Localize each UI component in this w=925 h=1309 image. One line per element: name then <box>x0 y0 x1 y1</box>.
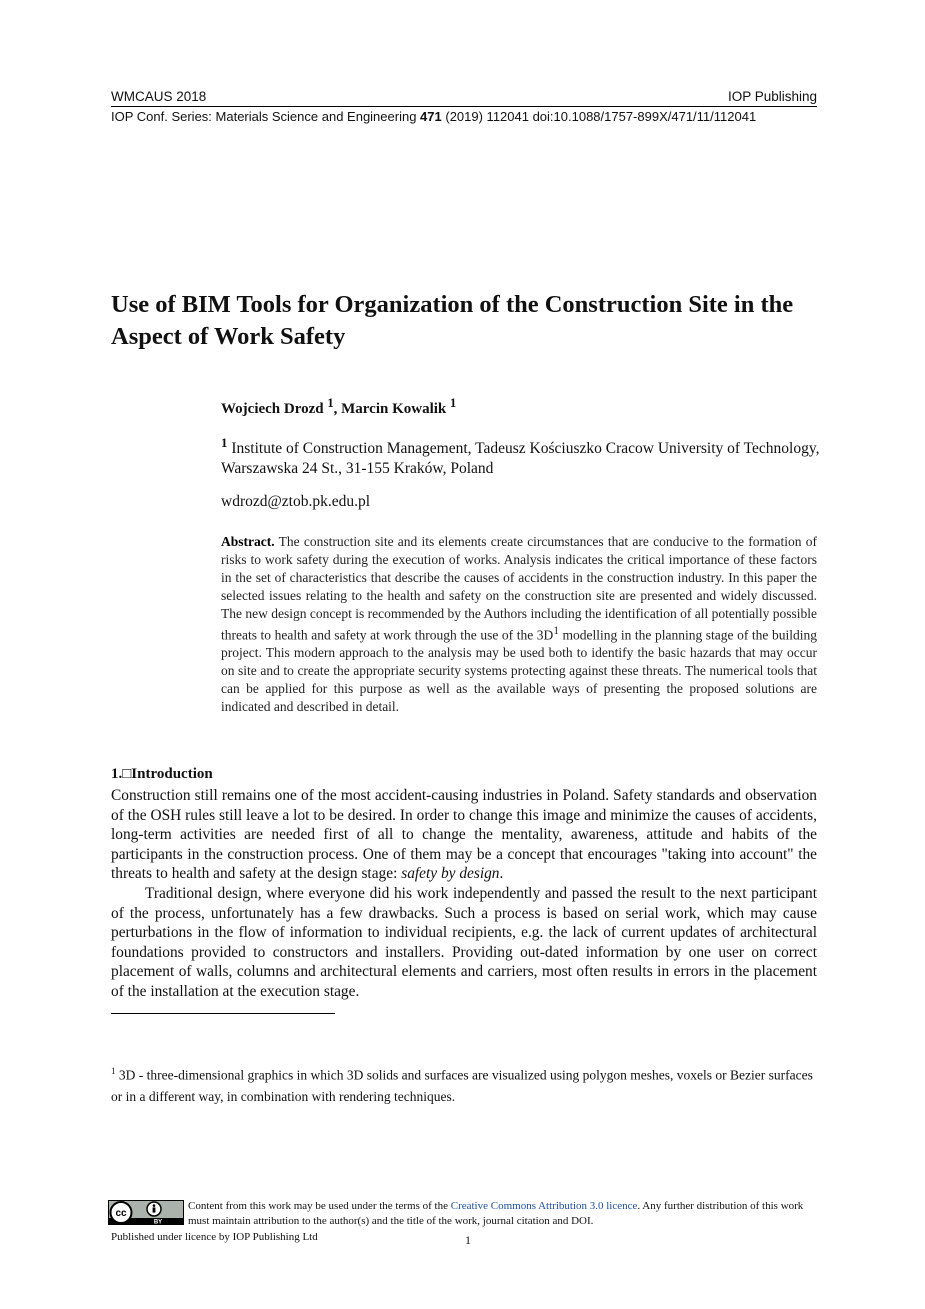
abstract-label: Abstract. <box>221 534 275 549</box>
footnote-divider <box>111 1013 335 1014</box>
author-2: Marcin Kowalik <box>341 401 451 417</box>
published-under-licence: Published under licence by IOP Publishing Ltd <box>111 1231 318 1243</box>
conference-name: WMCAUS 2018 <box>111 89 207 104</box>
author-1-affiliation-marker: 1 <box>327 396 334 410</box>
series-prefix: IOP Conf. Series: Materials Science and Engineering <box>111 109 421 124</box>
svg-text:cc: cc <box>115 1208 127 1219</box>
license-text-after: . Any further distribution of this work must maintain attribution to the author(s) and the title of the work, journal citation and DOI. <box>188 1200 804 1227</box>
author-1: Wojciech Drozd <box>221 401 328 417</box>
cc-by-license-icon[interactable] <box>108 1200 184 1225</box>
footnote-label: 3D - <box>115 1067 147 1083</box>
paragraph-2: Traditional design, where everyone did his work independently and passed the result to the next participant of the process, unfortunately has a few drawbacks. Such a process is based on serial work, which may cause perturbations in the flow of information to individual recipients, e.g. the lack of current updates of architectural foundations provided to constructors and installers. Providing out-dated information by one user on correct placement of walls, columns and architectural elements and carriers, most often results in errors in the placement of the installation at the execution stage. <box>111 884 817 1000</box>
cc-badge-text: BY <box>153 1219 163 1225</box>
abstract-text-2: modelling in the planning stage of the building project. This modern approach to the analysis may be used both to identify the basic hazards that may occur on site and to create the appropriate security systems protecting against these threats. The numerical tools that can be applied for this purpose as well as the available ways of presenting the proposed solutions are indicated and described in detail. <box>221 627 817 714</box>
license-link[interactable]: Creative Commons Attribution 3.0 licence <box>450 1200 638 1212</box>
volume-number: 471 <box>420 109 442 124</box>
series-suffix: (2019) 112041 doi:10.1088/1757-899X/471/11/112041 <box>441 109 757 124</box>
running-header <box>111 88 817 107</box>
introduction-body <box>111 786 817 1002</box>
affiliation <box>221 433 821 479</box>
abstract <box>221 533 817 716</box>
affiliation-marker: 1 <box>221 435 228 450</box>
paragraph-1 <box>111 786 817 884</box>
paragraph-1-emphasis: safety by design <box>401 865 500 883</box>
paragraph-1-text: Construction still remains one of the most accident-causing industries in Poland. Safety standards and observation of the OSH rules still leave a lot to be desired. In order to change this image and minimize the causes of accidents, long-term activities are needed first of all to change the mentality, awareness, attitude and habits of the participants in the construction process. One of them may be a concept that encourages "taking into account" the threats to health and safety at the design stage: <box>111 787 817 883</box>
section-heading-introduction: 1.□Introduction <box>111 766 213 782</box>
abstract-text-1: The construction site and its elements create circumstances that are conducive to the formation of risks to work safety during the execution of works. Analysis indicates the critical importance of these factors in the set of characteristics that describe the causes of accidents in the construction industry. In this paper the selected issues relating to the health and safety on the construction site are presented and widely discussed. The new design concept is recommended by the Authors including the identification of all potentially possible threats to health and safety at work through the use of the 3D <box>221 534 817 643</box>
author-list <box>221 396 456 418</box>
footnote-text: three-dimensional graphics in which 3D solids and surfaces are visualized using polygon meshes, voxels or Bezier surfaces or in a different way, in combination with rendering techniques. <box>111 1067 813 1104</box>
license-text-before: Content from this work may be used under the terms of the <box>188 1200 451 1212</box>
paragraph-1-end: . <box>499 865 504 883</box>
footnote-marker: 1 <box>111 1066 116 1076</box>
series-line <box>111 109 831 124</box>
author-separator: , <box>333 401 342 417</box>
paper-title: Use of BIM Tools for Organization of the Construction Site in the Aspect of Work Safety <box>111 291 794 350</box>
publisher-name: IOP Publishing <box>727 89 817 104</box>
abstract-footnote-marker[interactable]: 1 <box>553 624 559 637</box>
footnote <box>111 1061 817 1107</box>
author-2-affiliation-marker: 1 <box>450 396 457 410</box>
affiliation-text: Institute of Construction Management, Tadeusz Kościuszko Cracow University of Technology, Warszawska 24 St., 31-155 Kraków, Poland <box>221 440 820 478</box>
license-notice <box>188 1199 818 1229</box>
page-number: 1 <box>465 1233 471 1247</box>
author-email[interactable]: wdrozd@ztob.pk.edu.pl <box>221 493 371 510</box>
